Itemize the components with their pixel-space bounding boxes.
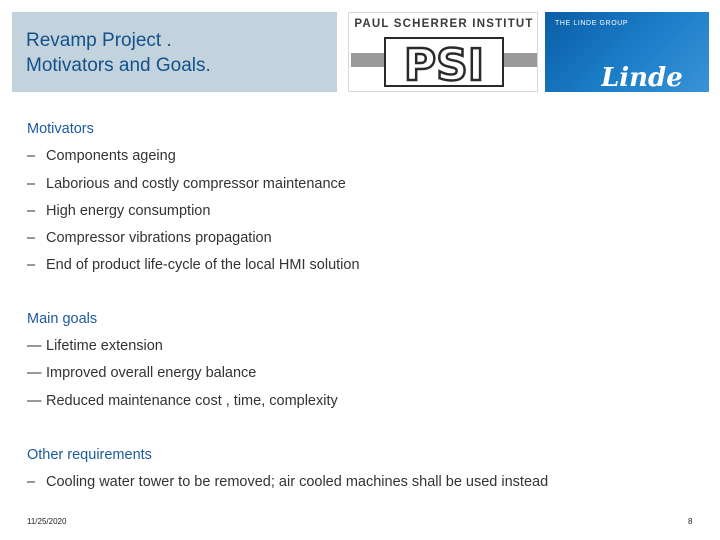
page-number: 8 <box>688 517 693 526</box>
linde-group-label: THE LINDE GROUP <box>555 20 629 27</box>
bullet-dash: — <box>27 393 42 409</box>
slide-title: Revamp Project . <box>26 30 172 51</box>
psi-logo <box>348 12 538 92</box>
psi-institute-name: PAUL SCHERRER INSTITUT <box>354 18 534 30</box>
linde-logo-text: Linde <box>601 63 683 93</box>
psi-logo-text: PSI <box>403 40 485 89</box>
psi-logo-graphic <box>351 37 537 89</box>
list-item-text: Lifetime extension <box>46 338 163 354</box>
slide-subtitle: Motivators and Goals. <box>26 55 211 76</box>
list-item-text: Cooling water tower to be removed; air cooled machines shall be used instead <box>46 474 549 490</box>
bullet-dash: – <box>27 257 36 273</box>
list-item-text: End of product life-cycle of the local HMI solution <box>46 257 360 273</box>
list-item-text: Laborious and costly compressor maintenance <box>46 176 346 192</box>
main-goals-heading: Main goals <box>27 311 98 327</box>
bullet-dash: – <box>27 230 36 246</box>
bullet-dash: – <box>27 203 36 219</box>
footer-date: 11/25/2020 <box>27 517 67 526</box>
linde-logo <box>545 12 709 92</box>
list-item-text: High energy consumption <box>46 203 211 219</box>
bullet-dash: — <box>27 365 42 381</box>
list-item-text: Improved overall energy balance <box>46 365 257 381</box>
list-item-text: Reduced maintenance cost , time, complexity <box>46 393 338 409</box>
list-item-text: Components ageing <box>46 148 176 164</box>
linde-logo-graphic <box>601 58 701 94</box>
bullet-dash: — <box>27 338 42 354</box>
title-box <box>12 12 337 92</box>
other-requirements-heading: Other requirements <box>27 447 152 463</box>
list-item-text: Compressor vibrations propagation <box>46 230 272 246</box>
motivators-heading: Motivators <box>27 121 94 137</box>
bullet-dash: – <box>27 176 36 192</box>
bullet-dash: – <box>27 148 36 164</box>
bullet-dash: – <box>27 474 36 490</box>
